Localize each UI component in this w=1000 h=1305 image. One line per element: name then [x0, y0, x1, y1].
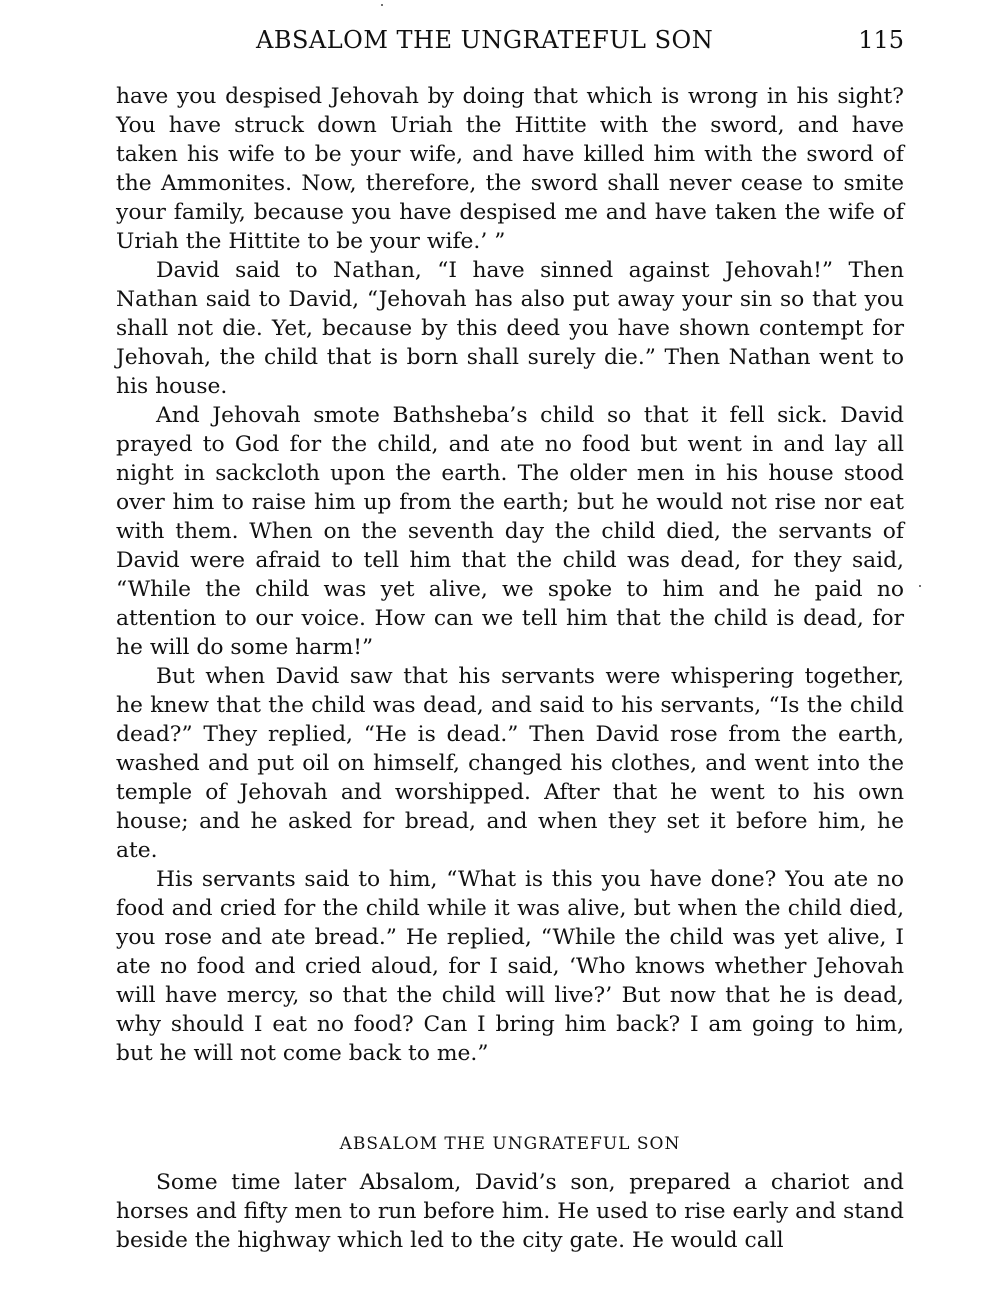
running-header	[116, 26, 904, 62]
section-heading: ABSALOM THE UNGRATEFUL SON	[339, 1134, 681, 1154]
scan-speck	[919, 585, 921, 587]
paragraph: His servants said to him, “What is this you have done? You ate no food and cried for the child while it was alive, but when the child died, you rose and ate bread.” He replied, “While the child was yet alive, I ate no food and cried aloud, for I said, ‘Who knows whether Jehovah will have mercy, so that the child will live?’ But now that he is dead, why should I eat no food? Can I bring him back? I am going to him, but he will not come back to me.”	[116, 867, 904, 1066]
book-page	[116, 26, 904, 1255]
page-number: 115	[858, 26, 904, 54]
paragraph-continuation: have you despised Jehovah by doing that which is wrong in his sight? You have struck down Uriah the Hittite with the sword, and have taken his wife to be your wife, and have killed him with the sword of the Ammonites. Now, therefore, the sword shall never cease to smite your family, because you have despised me and have taken the wife of Uriah the Hittite to be your wife.’ ”	[116, 84, 904, 254]
paragraph: But when David saw that his servants were whispering together, he knew that the child was dead, and said to his servants, “Is the child dead?” They replied, “He is dead.” Then David rose from the earth, washed and put oil on himself, changed his clothes, and went into the temple of Jehovah and worshipped. After that he went to his own house; and he asked for bread, and when they set it before him, he ate.	[116, 664, 904, 863]
section-body-text	[116, 1168, 904, 1255]
paragraph: And Jehovah smote Bathsheba’s child so that it fell sick. David prayed to God for the child, and ate no food but went in and lay all night in sackcloth upon the earth. The older men in his house stood over him to raise him up from the earth; but he would not rise nor eat with them. When on the seventh day the child died, the servants of David were afraid to tell him that the child was dead, for they said, “While the child was yet alive, we spoke to him and he paid no attention to our voice. How can we tell him that the child is dead, for he will do some harm!”	[116, 403, 904, 660]
running-title: ABSALOM THE UNGRATEFUL SON	[256, 26, 714, 54]
paragraph: Some time later Absalom, David’s son, prepared a chariot and horses and fifty men to run before him. He used to rise early and stand beside the highway which led to the city gate. He would call	[116, 1170, 904, 1253]
body-text	[116, 82, 904, 1068]
paragraph: David said to Nathan, “I have sinned against Jehovah!” Then Nathan said to David, “Jehovah has also put away your sin so that you shall not die. Yet, because by this deed you have shown contempt for Jehovah, the child that is born shall surely die.” Then Nathan went to his house.	[116, 258, 904, 399]
scan-speck	[381, 4, 383, 6]
